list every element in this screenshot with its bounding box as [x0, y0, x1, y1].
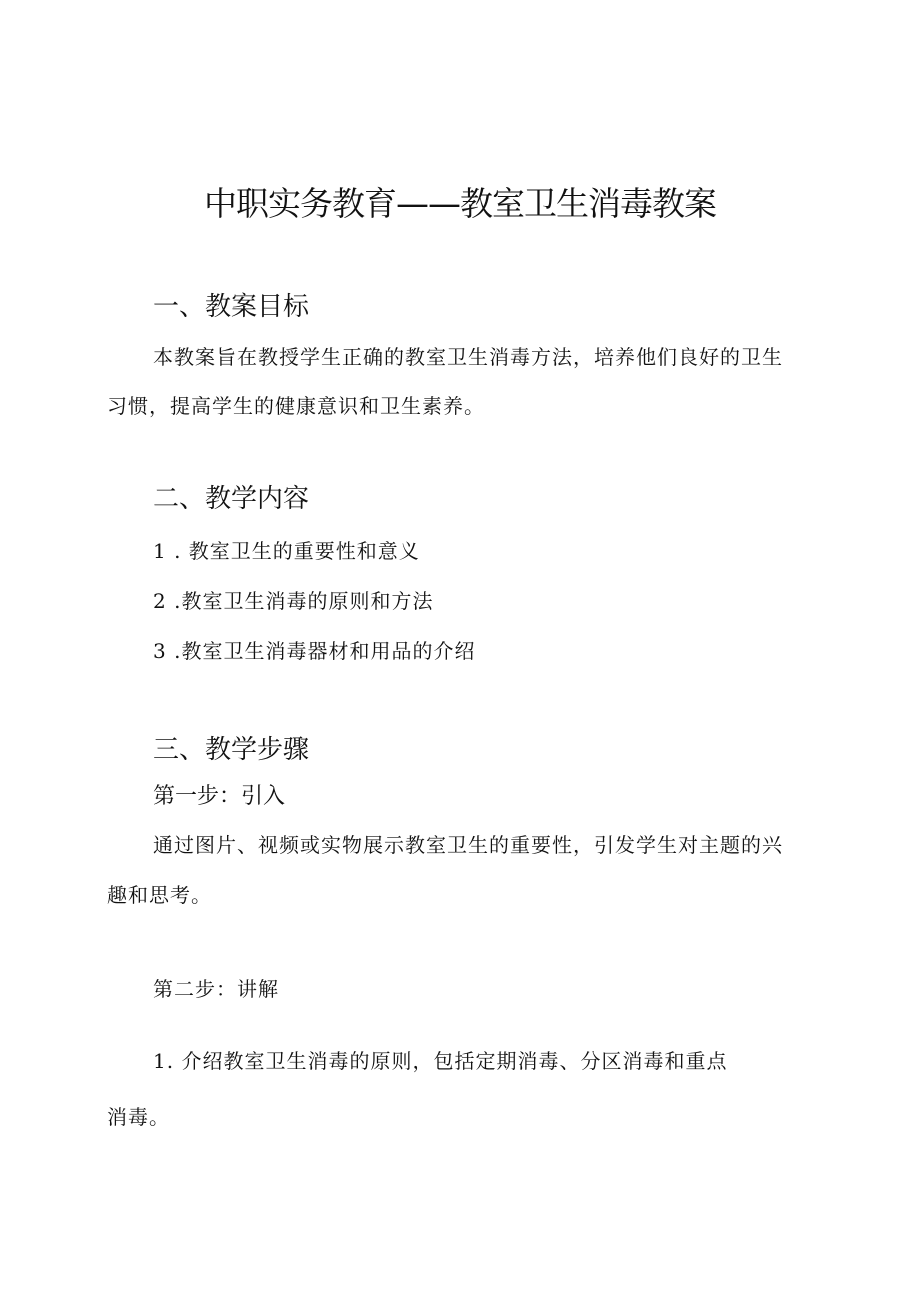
step1-paragraph-line-1: 通过图片、视频或实物展示教室卫生的重要性，引发学生对主题的兴: [153, 833, 783, 857]
section-heading-steps: 三、教学步骤: [153, 735, 310, 765]
document-title: 中职实务教育——教室卫生消毒教案: [204, 184, 716, 223]
section-heading-objectives: 一、教案目标: [153, 292, 310, 322]
section-heading-content: 二、教学内容: [153, 484, 310, 514]
content-list-item-1: 1 . 教室卫生的重要性和意义: [153, 539, 420, 563]
content-list-item-3: 3 .教室卫生消毒器材和用品的介绍: [153, 639, 476, 663]
objectives-paragraph-line-1: 本教案旨在教授学生正确的教室卫生消毒方法，培养他们良好的卫生: [153, 345, 783, 369]
step1-label: 第一步：引入: [153, 784, 286, 809]
step2-item-line-1: 1. 介绍教室卫生消毒的原则，包括定期消毒、分区消毒和重点: [153, 1049, 728, 1073]
step2-item-line-2: 消毒。: [107, 1105, 170, 1129]
content-list-item-2: 2 .教室卫生消毒的原则和方法: [153, 589, 434, 613]
step1-paragraph-line-2: 趣和思考。: [107, 883, 212, 907]
objectives-paragraph-line-2: 习惯，提高学生的健康意识和卫生素养。: [107, 394, 485, 418]
step2-label: 第二步：讲解: [153, 977, 279, 1001]
